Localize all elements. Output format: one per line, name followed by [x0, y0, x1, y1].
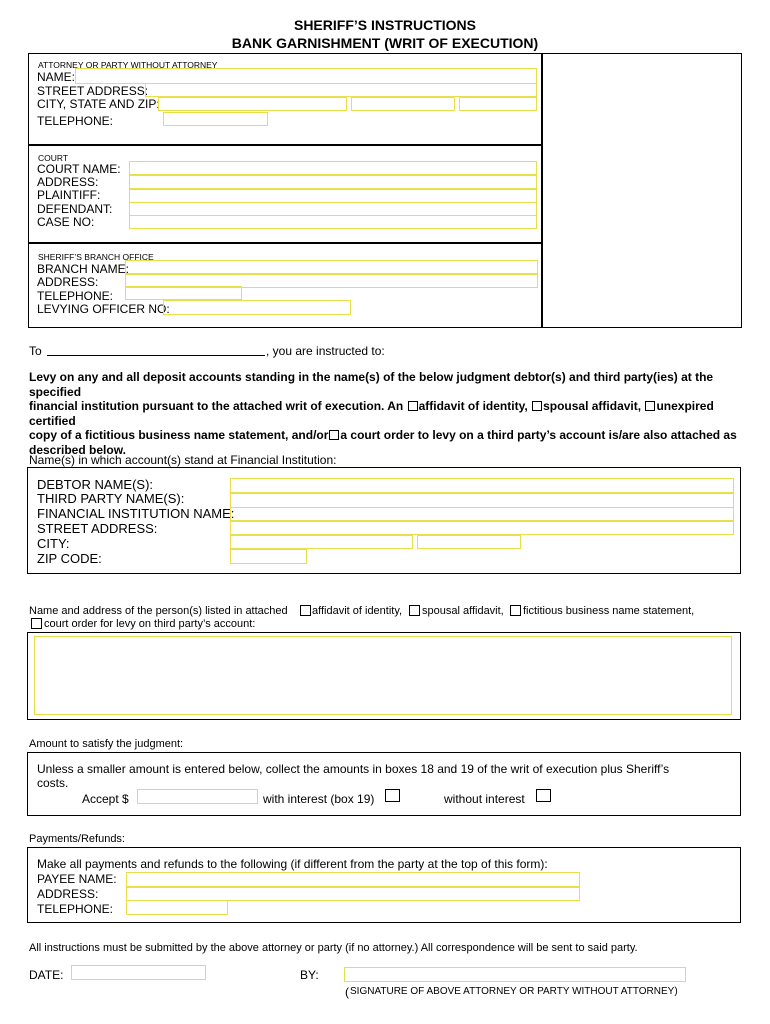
debtor-name-field[interactable] — [230, 478, 734, 493]
attorney-street-label: STREET ADDRESS: — [37, 84, 149, 98]
persons-line-1: Name and address of the person(s) listed in attached — [29, 605, 288, 617]
persons-affidavit-identity-checkbox[interactable] — [300, 605, 311, 616]
institution-street-field[interactable] — [230, 521, 734, 535]
persons-affidavit-identity-label: affidavit of identity, — [312, 605, 403, 617]
without-interest-checkbox[interactable] — [536, 789, 551, 802]
institution-name-field[interactable] — [230, 507, 734, 521]
institution-state-field[interactable] — [417, 535, 521, 549]
court-defendant-label: DEFENDANT: — [37, 202, 113, 216]
debtor-name-label: DEBTOR NAME(S): — [37, 477, 154, 492]
branch-telephone-field[interactable] — [125, 286, 242, 300]
with-interest-checkbox[interactable] — [385, 789, 400, 802]
branch-telephone-label: TELEPHONE: — [37, 289, 114, 303]
spousal-affidavit-checkbox[interactable] — [532, 401, 542, 411]
without-interest-label: without interest — [444, 792, 525, 806]
signature-field[interactable] — [344, 967, 686, 982]
levy-line-3: copy of a fictitious business name statement, and/or a court order to levy on a third party’s account is/are also attached as — [29, 428, 737, 442]
branch-officer-field[interactable] — [163, 300, 351, 315]
institution-name-label: FINANCIAL INSTITUTION NAME: — [37, 506, 235, 521]
levy-paragraph — [29, 370, 749, 457]
institution-city-label: CITY: — [37, 536, 70, 551]
fictitious-business-checkbox[interactable] — [645, 401, 655, 411]
institution-zip-field[interactable] — [230, 549, 307, 564]
payee-address-label: ADDRESS: — [37, 887, 99, 901]
court-heading: COURT — [38, 153, 69, 163]
levy-line-4: described below. — [29, 442, 126, 457]
third-party-label: THIRD PARTY NAME(S): — [37, 491, 185, 506]
levy-line-1: Levy on any and all deposit accounts standing in the name(s) of the below judgment debtor(s) and third party(ies) at the specified — [29, 370, 714, 399]
persons-spousal-affidavit-label: spousal affidavit, — [422, 605, 504, 617]
court-case-no-label: CASE NO: — [37, 215, 95, 229]
attorney-telephone-field[interactable] — [163, 112, 268, 126]
payee-address-field[interactable] — [126, 887, 580, 901]
accept-amount-field[interactable] — [137, 789, 258, 804]
by-label: BY: — [300, 968, 319, 982]
accounts-heading: Name(s) in which account(s) stand at Financial Institution: — [29, 453, 337, 467]
payee-name-field[interactable] — [126, 872, 580, 887]
court-name-field[interactable] — [129, 161, 537, 175]
persons-court-order-checkbox[interactable] — [31, 618, 42, 629]
amount-text-line-2: costs. — [37, 776, 69, 790]
to-label: To — [29, 344, 42, 358]
attorney-heading: ATTORNEY OR PARTY WITHOUT ATTORNEY — [38, 60, 218, 70]
signature-caption: SIGNATURE OF ABOVE ATTORNEY OR PARTY WITHOUT ATTORNEY) — [350, 986, 678, 997]
court-address-label: ADDRESS: — [37, 175, 99, 189]
branch-name-label: BRANCH NAME: — [37, 262, 130, 276]
form-title-line2: BANK GARNISHMENT (WRIT OF EXECUTION) — [231, 35, 539, 51]
with-interest-label: with interest (box 19) — [263, 792, 375, 806]
instructed-text: , you are instructed to: — [266, 344, 385, 358]
branch-heading: SHERIFF’S BRANCH OFFICE — [38, 252, 154, 262]
attorney-city-label: CITY, STATE AND ZIP: — [37, 97, 160, 111]
branch-name-field[interactable] — [125, 260, 538, 274]
institution-zip-label: ZIP CODE: — [37, 551, 102, 566]
attorney-name-field[interactable] — [75, 68, 537, 84]
court-address-field[interactable] — [129, 175, 537, 189]
persons-names-addresses-field[interactable] — [34, 636, 732, 715]
payee-telephone-field[interactable] — [126, 900, 228, 915]
payments-text: Make all payments and refunds to the following (if different from the party at the top of this form): — [37, 857, 548, 871]
court-order-checkbox[interactable] — [329, 430, 339, 440]
third-party-field[interactable] — [230, 493, 734, 508]
signature-paren: ( — [345, 985, 349, 999]
court-case-no-field[interactable] — [129, 215, 537, 229]
accept-label: Accept $ — [82, 792, 129, 806]
form-title-line1: SHERIFF’S INSTRUCTIONS — [293, 17, 476, 33]
affidavit-identity-checkbox[interactable] — [408, 401, 418, 411]
persons-fictitious-business-label: fictitious business name statement, — [523, 605, 695, 617]
attorney-street-field[interactable] — [145, 83, 537, 97]
attorney-name-label: NAME: — [37, 70, 76, 84]
levy-line-2: financial institution pursuant to the attached writ of execution. An affidavit of identity, spousal affidavit, unexpired certified — [29, 399, 714, 428]
attorney-state-field[interactable] — [351, 97, 455, 111]
date-field[interactable] — [71, 965, 206, 980]
payee-name-label: PAYEE NAME: — [37, 872, 117, 886]
payee-telephone-label: TELEPHONE: — [37, 902, 114, 916]
persons-court-order-label: court order for levy on third party’s account: — [44, 618, 256, 630]
court-plaintiff-label: PLAINTIFF: — [37, 188, 101, 202]
amount-text-line-1: Unless a smaller amount is entered below, collect the amounts in boxes 18 and 19 of the writ of execution plus Sheriff’s — [37, 762, 670, 776]
court-stamp-area — [541, 53, 742, 328]
branch-officer-label: LEVYING OFFICER NO: — [37, 302, 170, 316]
attorney-city-field[interactable] — [158, 97, 347, 111]
payments-heading: Payments/Refunds: — [29, 833, 125, 845]
attorney-zip-field[interactable] — [459, 97, 537, 111]
branch-address-label: ADDRESS: — [37, 275, 99, 289]
date-label: DATE: — [29, 968, 64, 982]
court-name-label: COURT NAME: — [37, 162, 121, 176]
court-defendant-field[interactable] — [129, 202, 537, 216]
institution-city-field[interactable] — [230, 535, 413, 549]
persons-fictitious-business-checkbox[interactable] — [510, 605, 521, 616]
court-plaintiff-field[interactable] — [129, 189, 537, 203]
persons-spousal-affidavit-checkbox[interactable] — [409, 605, 420, 616]
attorney-telephone-label: TELEPHONE: — [37, 114, 114, 128]
institution-street-label: STREET ADDRESS: — [37, 521, 158, 536]
amount-heading: Amount to satisfy the judgment: — [29, 738, 184, 750]
to-sheriff-line[interactable] — [47, 343, 265, 356]
footer-notice: All instructions must be submitted by the above attorney or party (if no attorney.) All correspondence will be sent to said party. — [29, 942, 638, 954]
